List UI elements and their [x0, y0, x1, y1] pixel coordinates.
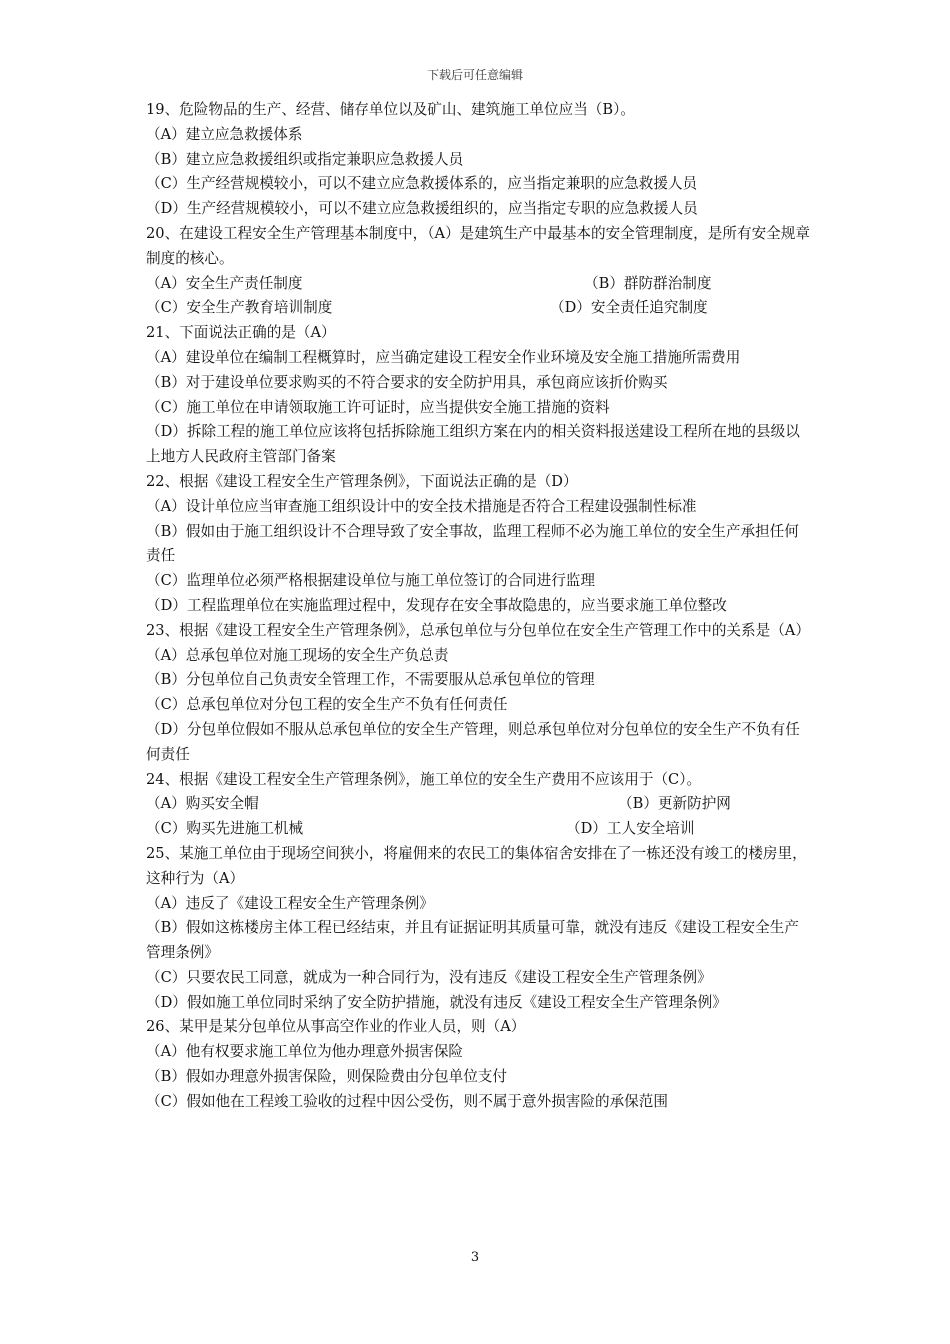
- answer-option: （C）总承包单位对分包工程的安全生产不负有任何责任: [146, 696, 508, 714]
- answer-option: （A）建立应急救援体系: [146, 125, 303, 143]
- answer-option: （A）设计单位应当审查施工组织设计中的安全技术措施是否符合工程建设强制性标准: [146, 497, 697, 515]
- answer-option: （D）拆除工程的施工单位应该将包括拆除施工组织方案在内的相关资料报送建设工程所在地的县级以上地方人民政府主管部门备案: [146, 423, 800, 466]
- page-header: 下载后可任意编辑: [426, 68, 523, 82]
- answer-option: （C）施工单位在申请领取施工许可证时，应当提供安全施工措施的资料: [146, 398, 610, 416]
- question-stem: 19、危险物品的生产、经营、储存单位以及矿山、建筑施工单位应当（B）。: [146, 101, 635, 118]
- answer-option: （C）安全生产教育培训制度: [146, 299, 333, 317]
- answer-option: （B）分包单位自己负责安全管理工作，不需要服从总承包单位的管理: [146, 671, 595, 689]
- answer-option: （C）只要农民工同意，就成为一种合同行为，没有违反《建设工程安全生产管理条例》: [146, 968, 712, 986]
- answer-option: （B）假如这栋楼房主体工程已经结束，并且有证据证明其质量可靠，就没有违反《建设工程安全生产管理条例》: [146, 919, 799, 962]
- answer-option: （A）他有权要求施工单位为他办理意外损害保险: [146, 1043, 464, 1061]
- page-number: 3: [470, 1250, 480, 1265]
- question-stem: 26、某甲是某分包单位从事高空作业的作业人员，则（A）: [146, 1018, 526, 1036]
- answer-option: （C）购买先进施工机械: [146, 820, 304, 838]
- answer-option: （A）安全生产责任制度: [146, 274, 303, 292]
- answer-option: （D）分包单位假如不服从总承包单位的安全生产管理，则总承包单位对分包单位的安全生产不负有任何责任: [146, 720, 800, 763]
- answer-option: （A）总承包单位对施工现场的安全生产负总责: [146, 646, 449, 664]
- option-row: [146, 817, 810, 842]
- option-row: [146, 792, 810, 817]
- answer-option: （D）生产经营规模较小，可以不建立应急救援组织的，应当指定专职的应急救援人员: [146, 200, 698, 218]
- answer-option: （B）群防群治制度: [584, 274, 712, 292]
- answer-option: （D）安全责任追究制度: [550, 299, 708, 317]
- question-stem: 21、下面说法正确的是（A）: [146, 324, 336, 342]
- document-body: [146, 98, 810, 1115]
- question-stem: 20、在建设工程安全生产管理基本制度中，（A）是建筑生产中最基本的安全管理制度，是所有安全规章制度的核心。: [146, 224, 810, 267]
- answer-option: （B）假如由于施工组织设计不合理导致了安全事故，监理工程师不必为施工单位的安全生产承担任何责任: [146, 522, 799, 565]
- answer-option: （A）购买安全帽: [146, 795, 259, 813]
- answer-option: （B）更新防护网: [618, 795, 731, 813]
- question-stem: 22、根据《建设工程安全生产管理条例》，下面说法正确的是（D）: [146, 472, 578, 490]
- answer-option: （C）监理单位必须严格根据建设单位与施工单位签订的合同进行监理: [146, 572, 595, 590]
- option-row: [146, 272, 810, 297]
- answer-option: （C）假如他在工程竣工验收的过程中因公受伤，则不属于意外损害险的承保范围: [146, 1092, 668, 1110]
- option-row: [146, 296, 810, 321]
- question-stem: 23、根据《建设工程安全生产管理条例》，总承包单位与分包单位在安全生产管理工作中的关系是（A）: [146, 621, 810, 639]
- answer-option: （D）工人安全培训: [566, 820, 695, 838]
- answer-option: （B）建立应急救援组织或指定兼职应急救援人员: [146, 150, 464, 168]
- question-stem: 24、根据《建设工程安全生产管理条例》，施工单位的安全生产费用不应该用于（C）。: [146, 770, 702, 788]
- answer-option: （A）违反了《建设工程安全生产管理条例》: [146, 894, 434, 912]
- answer-option: （B）假如办理意外损害保险，则保险费由分包单位支付: [146, 1068, 507, 1086]
- answer-option: （C）生产经营规模较小，可以不建立应急救援体系的，应当指定兼职的应急救援人员: [146, 175, 698, 193]
- answer-option: （A）建设单位在编制工程概算时，应当确定建设工程安全作业环境及安全施工措施所需费用: [146, 348, 741, 366]
- answer-option: （D）工程监理单位在实施监理过程中，发现存在安全事故隐患的，应当要求施工单位整改: [146, 596, 727, 614]
- answer-option: （D）假如施工单位同时采纳了安全防护措施，就没有违反《建设工程安全生产管理条例》: [146, 993, 727, 1011]
- answer-option: （B）对于建设单位要求购买的不符合要求的安全防护用具，承包商应该折价购买: [146, 373, 668, 391]
- question-stem: 25、某施工单位由于现场空间狭小，将雇佣来的农民工的集体宿舍安排在了一栋还没有竣工的楼房里，这种行为（A）: [146, 844, 807, 887]
